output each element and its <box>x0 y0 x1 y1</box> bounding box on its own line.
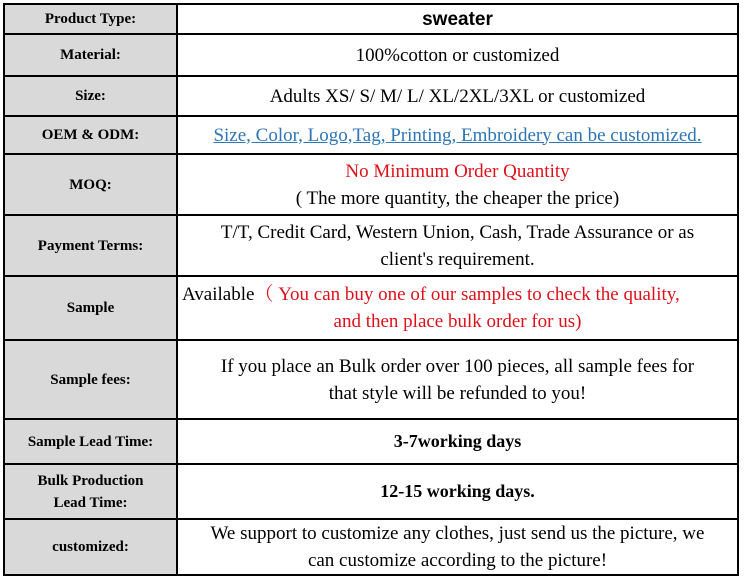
bulk-label-line-2: Lead Time: <box>53 494 128 511</box>
payment-line-2: client's requirement. <box>380 248 535 270</box>
oem-odm-link[interactable]: Size, Color, Logo,Tag, Printing, Embroidery can be customized. <box>213 124 702 146</box>
moq-line-1: No Minimum Order Quantity <box>345 160 570 182</box>
customized-line-2: can customize according to the picture! <box>307 550 608 571</box>
customized-line-1: We support to customize any clothes, just send us the picture, we <box>210 523 705 544</box>
row-bulk-production <box>4 464 738 519</box>
value-moq <box>177 154 738 215</box>
value-sample <box>177 276 738 340</box>
value-oem-odm <box>177 116 738 154</box>
label-material: Material: <box>4 34 177 76</box>
value-bulk-production: 12-15 working days. <box>177 464 738 519</box>
payment-line-1: T/T, Credit Card, Western Union, Cash, Trade Assurance or as <box>220 221 695 243</box>
value-product-type: sweater <box>177 4 738 34</box>
value-material: 100%cotton or customized <box>177 34 738 76</box>
sample-available: Available <box>182 284 255 305</box>
row-material <box>4 34 738 76</box>
label-payment-terms: Payment Terms: <box>4 215 177 276</box>
row-sample-lead-time <box>4 419 738 464</box>
bulk-label-line-1: Bulk Production <box>37 472 144 489</box>
value-payment-terms <box>177 215 738 276</box>
row-sample-fees <box>4 340 738 419</box>
value-sample-lead-time: 3-7working days <box>177 419 738 464</box>
sample-note-1: （ You can buy one of our samples to check the quality, <box>254 284 680 305</box>
row-moq <box>4 154 738 215</box>
row-sample <box>4 276 738 340</box>
value-customized <box>177 519 738 575</box>
label-size: Size: <box>4 76 177 116</box>
label-bulk-production <box>4 464 177 519</box>
row-size <box>4 76 738 116</box>
label-sample-lead-time: Sample Lead Time: <box>4 419 177 464</box>
label-sample-fees: Sample fees: <box>4 340 177 419</box>
label-customized: customized: <box>4 519 177 575</box>
label-oem-odm: OEM & ODM: <box>4 116 177 154</box>
row-customized <box>4 519 738 575</box>
sample-fees-line-2: that style will be refunded to you! <box>328 382 587 404</box>
sample-fees-line-1: If you place an Bulk order over 100 pieces, all sample fees for <box>220 355 695 377</box>
label-moq: MOQ: <box>4 154 177 215</box>
moq-line-2: ( The more quantity, the cheaper the price) <box>295 187 620 209</box>
sample-line-2: and then place bulk order for us) <box>333 311 582 332</box>
row-payment-terms <box>4 215 738 276</box>
value-size: Adults XS/ S/ M/ L/ XL/2XL/3XL or customized <box>177 76 738 116</box>
value-sample-fees <box>177 340 738 419</box>
row-oem-odm <box>4 116 738 154</box>
product-spec-table <box>3 3 739 576</box>
label-product-type: Product Type: <box>4 4 177 34</box>
sample-line-1 <box>182 281 733 308</box>
row-product-type <box>4 4 738 34</box>
label-sample: Sample <box>4 276 177 340</box>
